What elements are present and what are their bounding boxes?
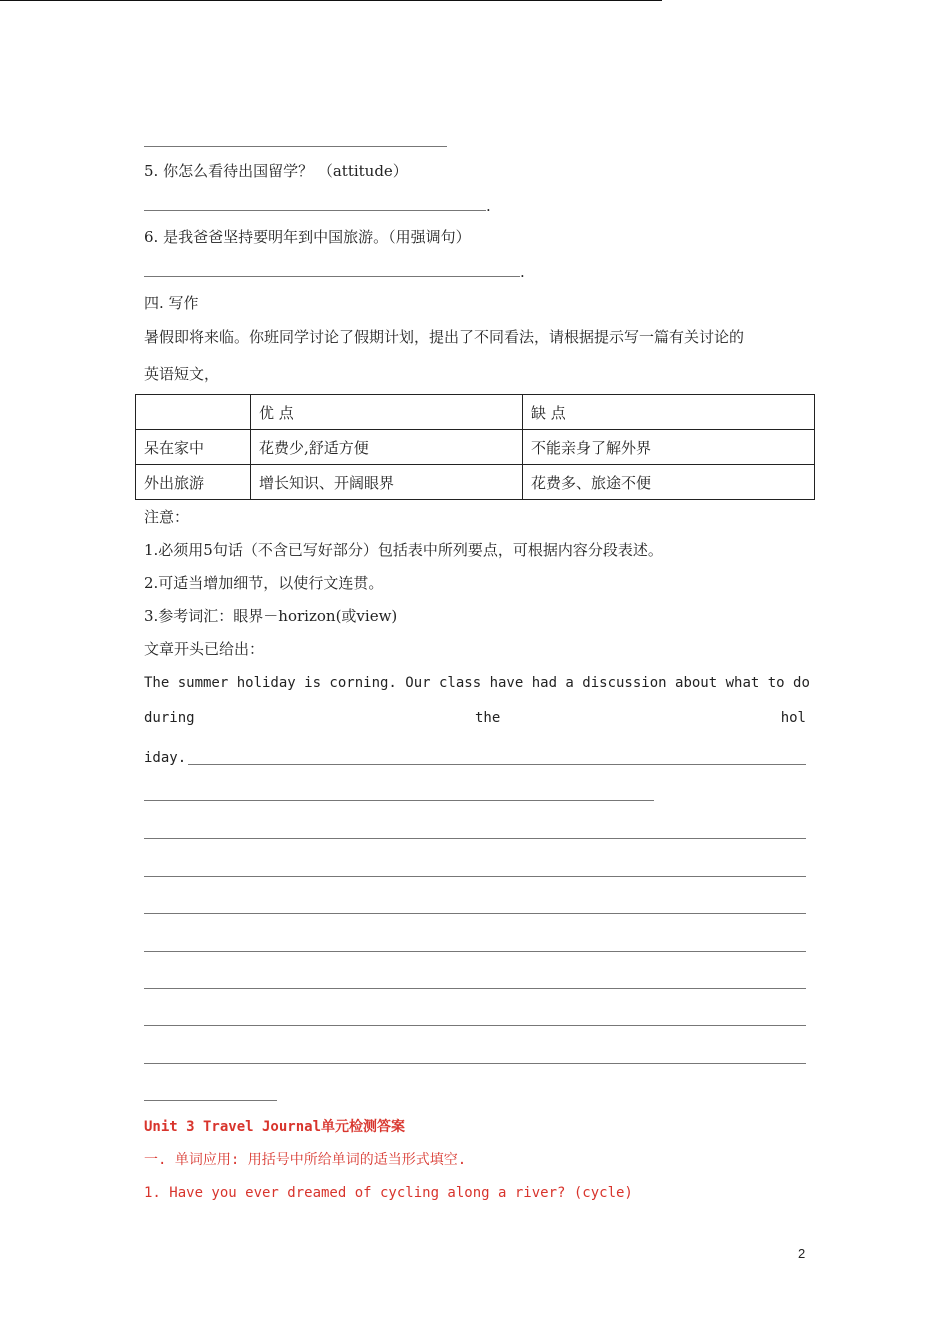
table-cell: 呆在家中	[136, 430, 251, 465]
table-header-cell: 缺 点	[523, 395, 815, 430]
writing-line	[144, 838, 806, 839]
writing-line	[144, 800, 654, 801]
answer-line-5	[144, 210, 486, 211]
writing-prompt: 暑假即将来临。你班同学讨论了假期计划，提出了不同看法，请根据提示写一篇有关讨论的	[144, 328, 745, 346]
opening-line-1: The summer holiday is corning. Our class have had a discussion about what to do	[144, 675, 810, 691]
writing-line	[144, 1100, 277, 1101]
note-item: 3.参考词汇：眼界－horizon(或view)	[144, 607, 398, 625]
pros-cons-table	[135, 394, 815, 500]
writing-line	[144, 988, 806, 989]
note-item: 1.必须用5句话（不含已写好部分）包括表中所列要点，可根据内容分段表述。	[144, 541, 663, 559]
answers-section-1: 一. 单词应用: 用括号中所给单词的适当形式填空.	[144, 1152, 467, 1168]
question-5: 5. 你怎么看待出国留学？ （attitude）	[144, 162, 408, 180]
opening-label: 文章开头已给出：	[144, 640, 265, 658]
writing-line	[144, 951, 806, 952]
table-row	[136, 395, 815, 430]
period: .	[520, 263, 525, 281]
table-cell: 花费多、旅途不便	[523, 465, 815, 500]
table-row	[136, 465, 815, 500]
writing-line	[144, 1025, 806, 1026]
period: .	[486, 197, 491, 215]
word: during	[144, 710, 195, 726]
notes-title: 注意：	[144, 508, 190, 526]
header-rule	[0, 0, 662, 1]
opening-line-2	[144, 710, 806, 726]
table-row	[136, 430, 815, 465]
answer-line	[144, 146, 447, 147]
note-item: 2.可适当增加细节，以使行文连贯。	[144, 574, 384, 592]
opening-line-3: iday.	[144, 750, 187, 766]
word: the	[474, 710, 501, 726]
writing-line	[144, 876, 806, 877]
page-number: 2	[798, 1246, 806, 1261]
table-cell: 不能亲身了解外界	[523, 430, 815, 465]
writing-line	[188, 764, 806, 765]
table-cell: 外出旅游	[136, 465, 251, 500]
table-header-cell	[136, 395, 251, 430]
word: hol	[780, 710, 806, 726]
question-6: 6. 是我爸爸坚持要明年到中国旅游。（用强调句）	[144, 228, 471, 246]
table-cell: 花费少,舒适方便	[251, 430, 523, 465]
table-cell: 增长知识、开阔眼界	[251, 465, 523, 500]
writing-line	[144, 1063, 806, 1064]
section-title: 四. 写作	[144, 294, 199, 312]
writing-line	[144, 913, 806, 914]
answer-line-6	[144, 276, 520, 277]
answers-title: Unit 3 Travel Journal单元检测答案	[144, 1119, 406, 1135]
writing-prompt-cont: 英语短文，	[144, 365, 220, 383]
table-header-cell: 优 点	[251, 395, 523, 430]
answer-item-1: 1. Have you ever dreamed of cycling along a river? (cycle)	[144, 1185, 633, 1201]
